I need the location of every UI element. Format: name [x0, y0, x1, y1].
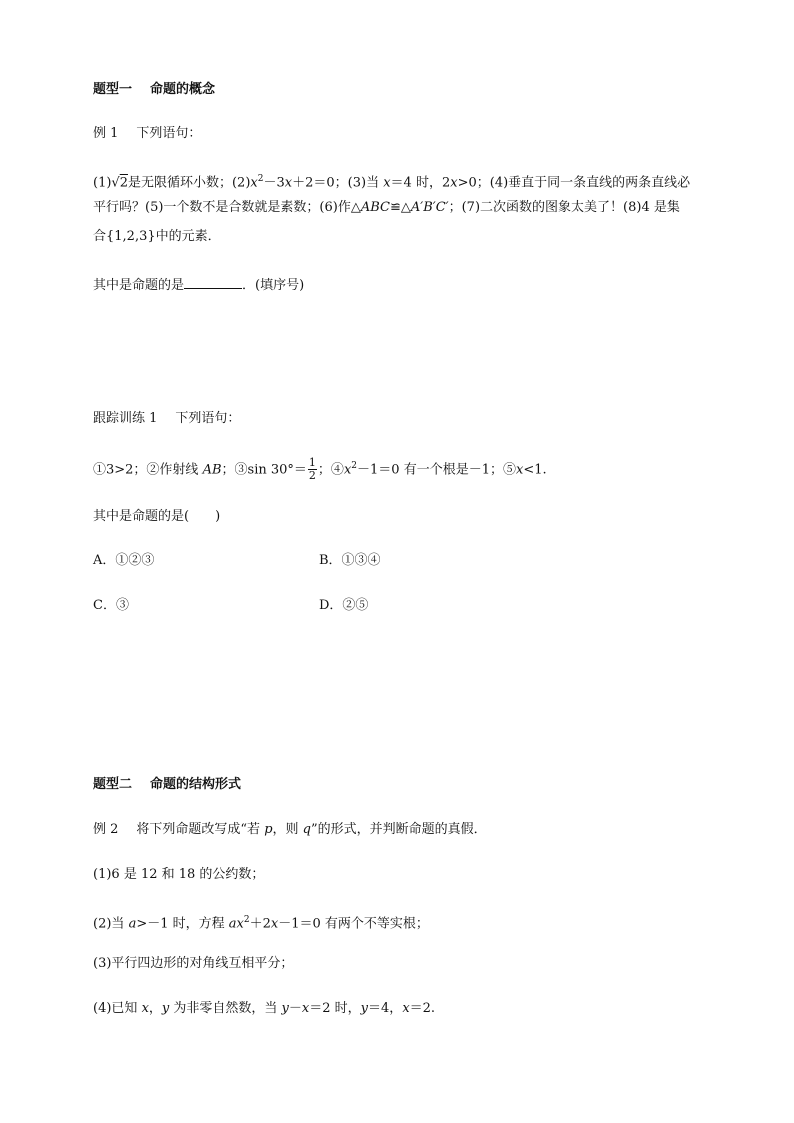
section2-heading — [93, 775, 241, 795]
text-seg: －1＝0 有两个不等实根； — [278, 916, 429, 932]
var: x — [270, 916, 279, 932]
text-seg: ＋2 — [249, 916, 271, 932]
text-seg: ≌△ — [389, 200, 411, 215]
var: A′B′C′ — [410, 200, 449, 215]
example1-intro — [93, 124, 201, 144]
answer-blank[interactable] — [184, 274, 242, 289]
var: y — [360, 1001, 369, 1016]
var: x — [301, 1001, 310, 1016]
practice1-question: 其中是命题的是( ) — [93, 509, 221, 524]
fraction-denominator: 2 — [308, 469, 316, 483]
example1-label: 例 1 — [93, 126, 119, 141]
var: x — [515, 462, 524, 478]
option-d[interactable]: D．②⑤ — [319, 598, 369, 613]
var: x — [284, 175, 293, 191]
var: x — [383, 175, 391, 191]
text-seg: ＝2. — [409, 1001, 436, 1016]
example1-items-line3: 合{1,2,3}中的元素． — [93, 229, 221, 244]
example1-items-line2 — [93, 198, 680, 218]
example1-items-line1 — [93, 169, 690, 193]
section1-heading — [93, 80, 215, 100]
example2-q2 — [93, 910, 429, 934]
section2-heading-prefix: 题型二 — [93, 777, 133, 792]
var: p — [264, 822, 273, 837]
question-suffix: ．(填序号) — [242, 278, 305, 293]
text-seg: 将下列命题改写成“若 — [136, 822, 265, 837]
text-seg: 为非零自然数，当 — [169, 1001, 282, 1016]
fraction-numerator: 1 — [308, 456, 316, 470]
text-seg: >－1 时，方程 — [136, 916, 229, 932]
var: x — [402, 1001, 410, 1016]
text-seg: ；③sin 30°＝ — [221, 462, 307, 478]
fraction — [308, 457, 317, 482]
var: y — [281, 1001, 289, 1016]
text-seg: －1＝0 有一个根是－1；⑤ — [357, 462, 516, 478]
practice1-intro — [93, 409, 240, 429]
example1-intro-text: 下列语句： — [136, 126, 202, 141]
example2-intro — [93, 820, 487, 840]
var: AB — [202, 462, 222, 478]
var: a — [128, 916, 137, 932]
practice1-intro-text: 下列语句： — [175, 411, 241, 426]
practice1-label: 跟踪训练 1 — [93, 411, 158, 426]
example2-q3: (3)平行四边形的对角线互相平分； — [93, 956, 294, 971]
section2-heading-title: 命题的结构形式 — [150, 777, 242, 792]
text-seg: ＋2＝0；(3)当 — [292, 175, 384, 191]
text-seg: 平行吗？(5)一个数不是合数就是素数；(6)作△ — [93, 200, 361, 215]
text-seg: ＝4， — [368, 1001, 403, 1016]
var: y — [161, 1001, 170, 1016]
option-a[interactable]: A．①②③ — [93, 553, 155, 568]
var: x — [450, 175, 458, 191]
radicand: 2 — [119, 175, 128, 191]
example2-q1: (1)6 是 12 和 18 的公约数； — [93, 867, 265, 882]
question-text: 其中是命题的是 — [93, 278, 185, 293]
example1-question — [93, 274, 304, 296]
text-seg: ”的形式，并判断命题的真假． — [310, 822, 487, 837]
text-seg: >0；(4)垂直于同一条直线的两条直线必 — [457, 175, 691, 191]
text-seg: (4)已知 — [93, 1001, 142, 1016]
section1-heading-title: 命题的概念 — [150, 82, 216, 97]
example2-q4 — [93, 999, 435, 1019]
var: x — [141, 1001, 149, 1016]
exponent: 2 — [257, 174, 264, 184]
text-seg: ；④ — [317, 462, 344, 478]
text-seg: － — [288, 1001, 302, 1016]
text-seg: ， — [148, 1001, 162, 1016]
example2-label: 例 2 — [93, 822, 119, 837]
text-seg: <1. — [523, 462, 547, 478]
text-seg: 是无限循环小数；(2) — [127, 175, 251, 191]
text-seg: ，则 — [272, 822, 303, 837]
text-seg: ①3>2；②作射线 — [93, 462, 203, 478]
text-seg: (1)√ — [93, 175, 120, 191]
exponent: 2 — [243, 915, 250, 925]
var: q — [302, 822, 311, 837]
exponent: 2 — [351, 461, 358, 471]
var: x — [343, 462, 352, 478]
var: ABC — [360, 200, 390, 215]
text-seg: －3 — [263, 175, 285, 191]
practice1-statements — [93, 456, 547, 482]
text-seg: ；(7)二次函数的图象太美了！(8)4 是集 — [448, 200, 680, 215]
section1-heading-prefix: 题型一 — [93, 82, 133, 97]
text-seg: (2)当 — [93, 916, 129, 932]
option-c[interactable]: C．③ — [93, 598, 129, 613]
text-seg: ＝4 时，2 — [390, 175, 451, 191]
text-seg: ＝2 时， — [309, 1001, 361, 1016]
var: ax — [228, 916, 244, 932]
option-b[interactable]: B．①③④ — [319, 553, 381, 568]
var: x — [250, 175, 258, 191]
